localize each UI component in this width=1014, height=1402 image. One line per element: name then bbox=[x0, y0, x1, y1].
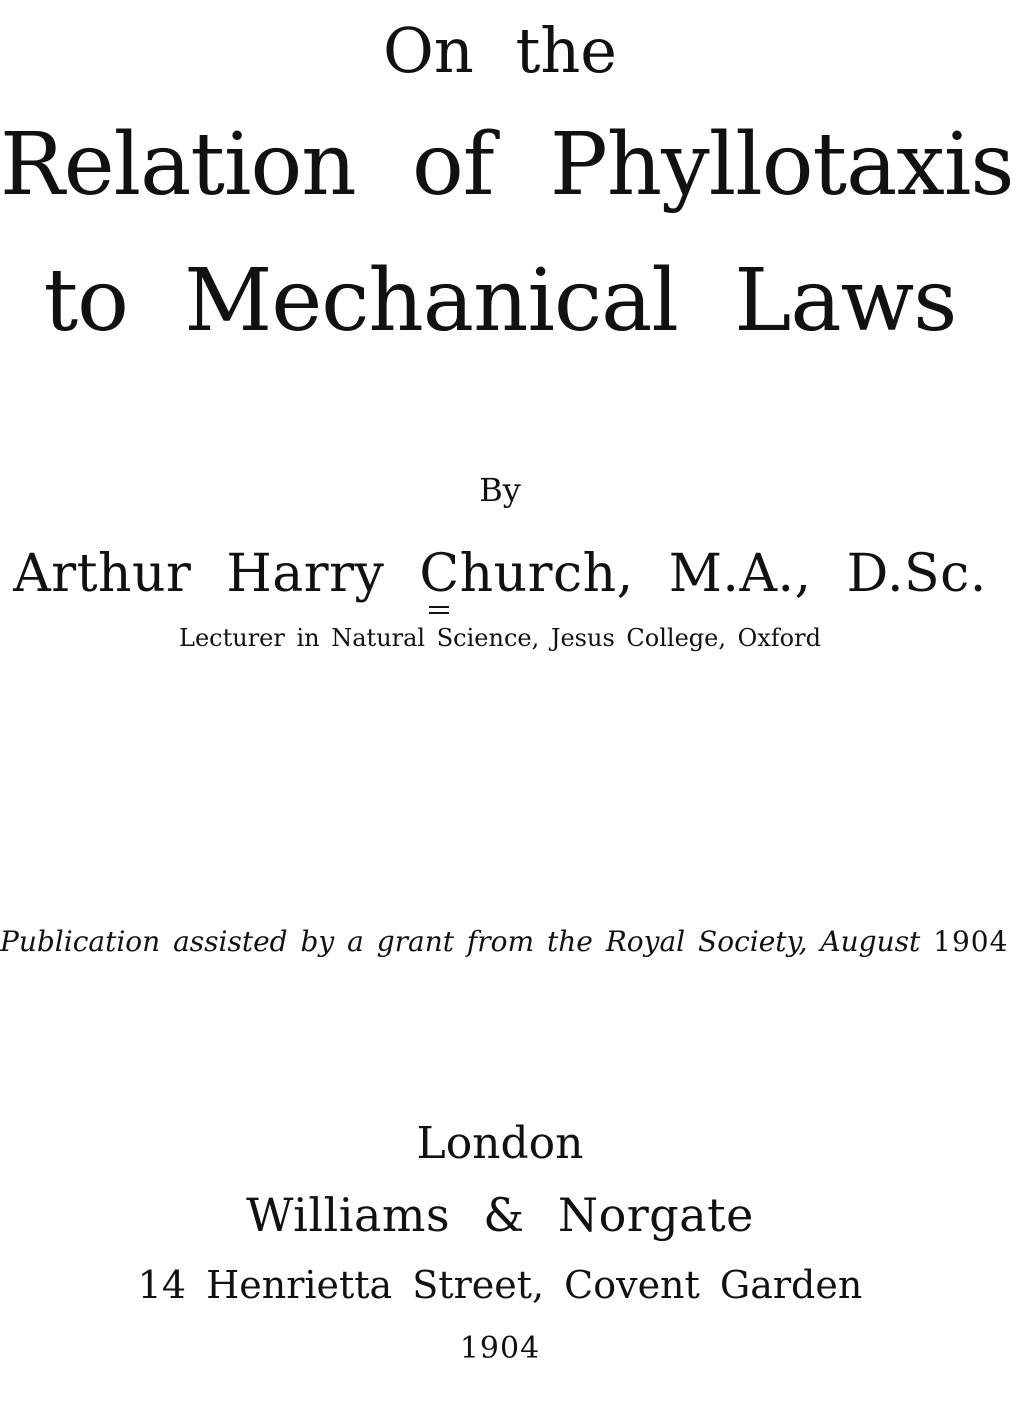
imprint-year: 1904 bbox=[459, 1331, 541, 1366]
imprint-address: 14 Henrietta Street, Covent Garden bbox=[137, 1263, 863, 1307]
imprint-publisher: Williams & Norgate bbox=[246, 1188, 754, 1242]
underline-mark bbox=[426, 604, 452, 618]
imprint-city: London bbox=[416, 1118, 584, 1169]
author-name: Arthur Harry Church, M.A., D.Sc. bbox=[13, 544, 987, 604]
title-line-on-the: On the bbox=[382, 14, 617, 87]
grant-note-year: 1904 bbox=[933, 925, 1009, 958]
by-label: By bbox=[479, 471, 521, 509]
title-line-relation: Relation of Phyllotaxis bbox=[0, 115, 1014, 215]
grant-note bbox=[0, 925, 1009, 958]
title-line-mechanical-laws: to Mechanical Laws bbox=[43, 251, 957, 351]
author-affiliation: Lecturer in Natural Science, Jesus College, Oxford bbox=[179, 624, 821, 652]
grant-note-text: Publication assisted by a grant from the Royal Society, August bbox=[0, 925, 934, 958]
